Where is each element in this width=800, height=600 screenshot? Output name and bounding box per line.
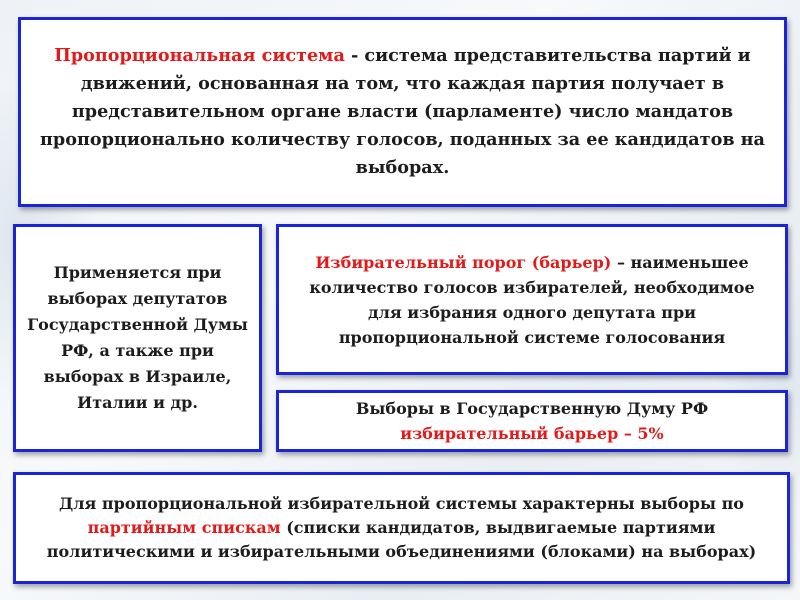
usage-box	[13, 224, 262, 452]
party-lists-intro: Для пропорциональной избирательной системы характерны выборы по	[59, 494, 744, 513]
usage-text: Применяется при выборах депутатов Государственной Думы РФ, а также при выборах в Израиле, Италии и др.	[27, 263, 248, 412]
party-lists-explanation: (списки кандидатов, выдвигаемые партиями политическими и избирательными объединениями (блоками) на выборах)	[46, 518, 757, 561]
duma-barrier-box	[276, 390, 788, 452]
definition-text	[37, 42, 768, 182]
threshold-term: Избирательный порог (барьер)	[315, 252, 612, 272]
threshold-text	[293, 250, 771, 350]
duma-elections-label: Выборы в Государственную Думу РФ	[355, 399, 709, 418]
definition-term: Пропорциональная система	[54, 45, 345, 66]
threshold-body: – наименьшее количество голосов избирателей, необходимое для избрания одного депутата при пропорциональной системе голосования	[309, 252, 755, 347]
definition-body: - система представительства партий и движений, основанная на том, что каждая партия получает в представительном органе власти (парламенте) число мандатов пропорционально количеству голосов, поданных за ее кандидатов на выборах.	[40, 45, 765, 178]
party-lists-box	[13, 472, 790, 584]
duma-barrier-text	[356, 396, 708, 446]
party-lists-text	[30, 492, 773, 564]
definition-box	[18, 17, 787, 207]
threshold-box	[276, 224, 788, 375]
duma-barrier-value: избирательный барьер – 5%	[400, 424, 664, 443]
party-lists-highlight: партийным спискам	[87, 518, 281, 537]
